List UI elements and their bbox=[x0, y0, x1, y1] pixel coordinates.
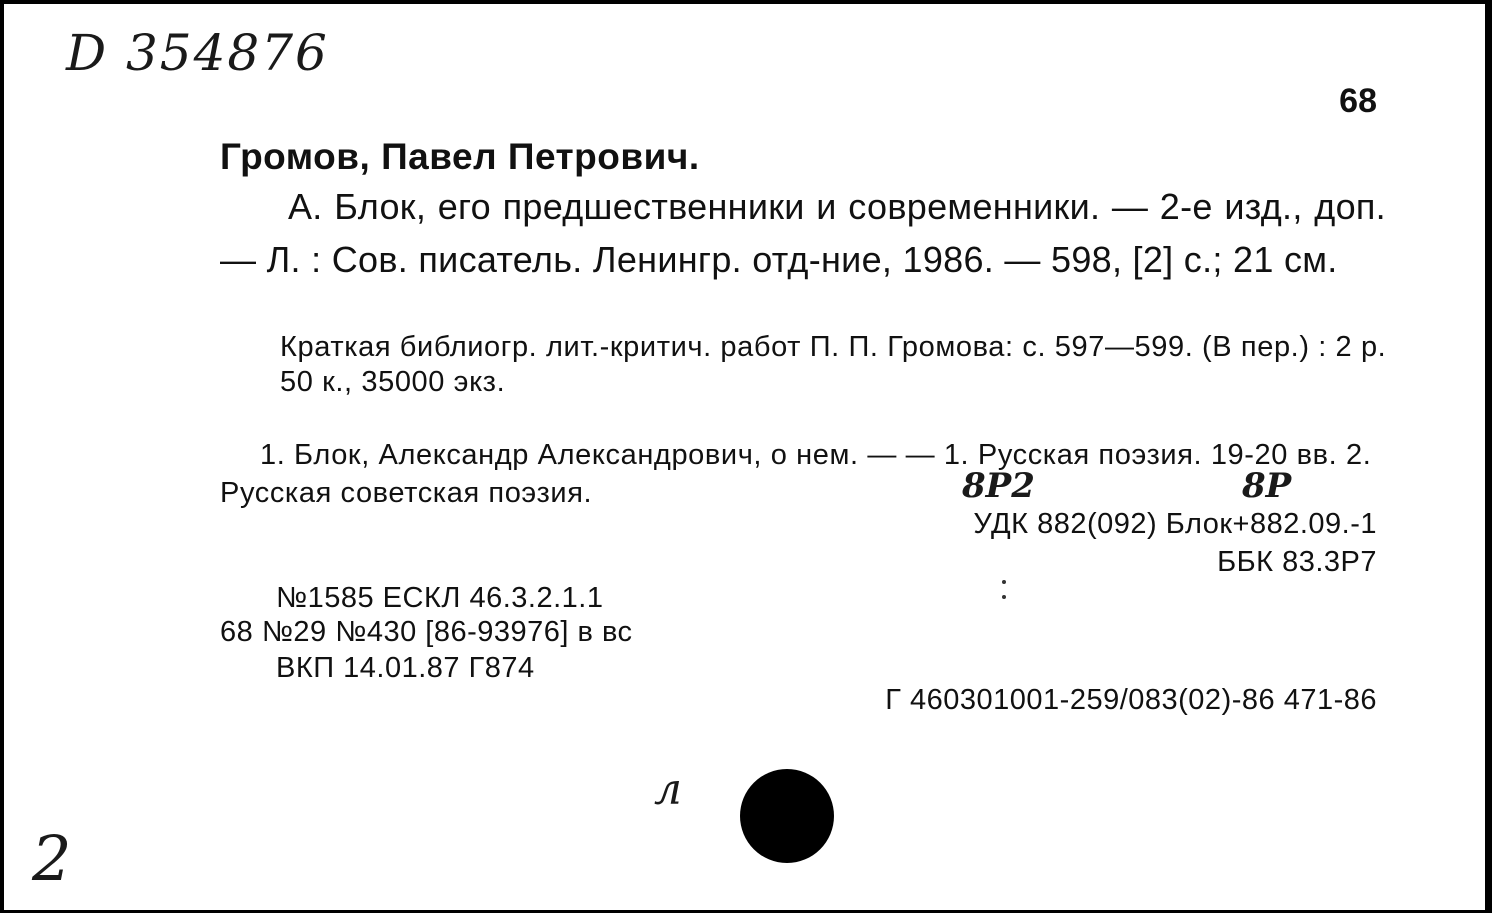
publisher-code: Г 460301001-259/083(02)-86 471-86 bbox=[885, 684, 1377, 716]
card-number: 68 bbox=[1339, 82, 1377, 120]
speck-dot bbox=[1002, 580, 1006, 584]
handwritten-mark-3: л bbox=[654, 764, 683, 815]
subject-headings: 1. Блок, Александр Александрович, о нем. — — 1. Русская поэзия. 19-20 вв. 2. Русская советская поэзия. bbox=[220, 439, 1372, 509]
service-line-2: 68 №29 №430 [86-93976] в вс bbox=[220, 616, 633, 648]
inventory-number: D 354876 bbox=[66, 24, 329, 82]
title-block: А. Блок, его предшественники и современники. — 2-е изд., доп. — Л. : Сов. писатель. Ленингр. отд-ние, 1986. — 598, [2] с.; 21 см. bbox=[220, 186, 1386, 280]
punch-hole bbox=[740, 769, 834, 863]
speck-dot bbox=[1002, 595, 1006, 599]
handwritten-mark-1: 8Р2 bbox=[962, 466, 1035, 506]
handwritten-mark-2: 8Р bbox=[1242, 466, 1292, 506]
service-line-1: №1585 ЕСКЛ 46.3.2.1.1 bbox=[276, 582, 604, 614]
bbk-classification: ББК 83.3Р7 bbox=[1217, 546, 1377, 578]
bibliographic-notes: Краткая библиогр. лит.-критич. работ П. П. Громова: с. 597—599. (В пер.) : 2 р. 50 к., 35000 экз. bbox=[280, 331, 1387, 398]
author-heading: Громов, Павел Петрович. bbox=[220, 136, 700, 177]
handwritten-mark-4: 2 bbox=[32, 822, 72, 895]
udk-classification: УДК 882(092) Блок+882.09.-1 bbox=[973, 508, 1377, 540]
service-line-3: ВКП 14.01.87 Г874 bbox=[276, 652, 535, 684]
